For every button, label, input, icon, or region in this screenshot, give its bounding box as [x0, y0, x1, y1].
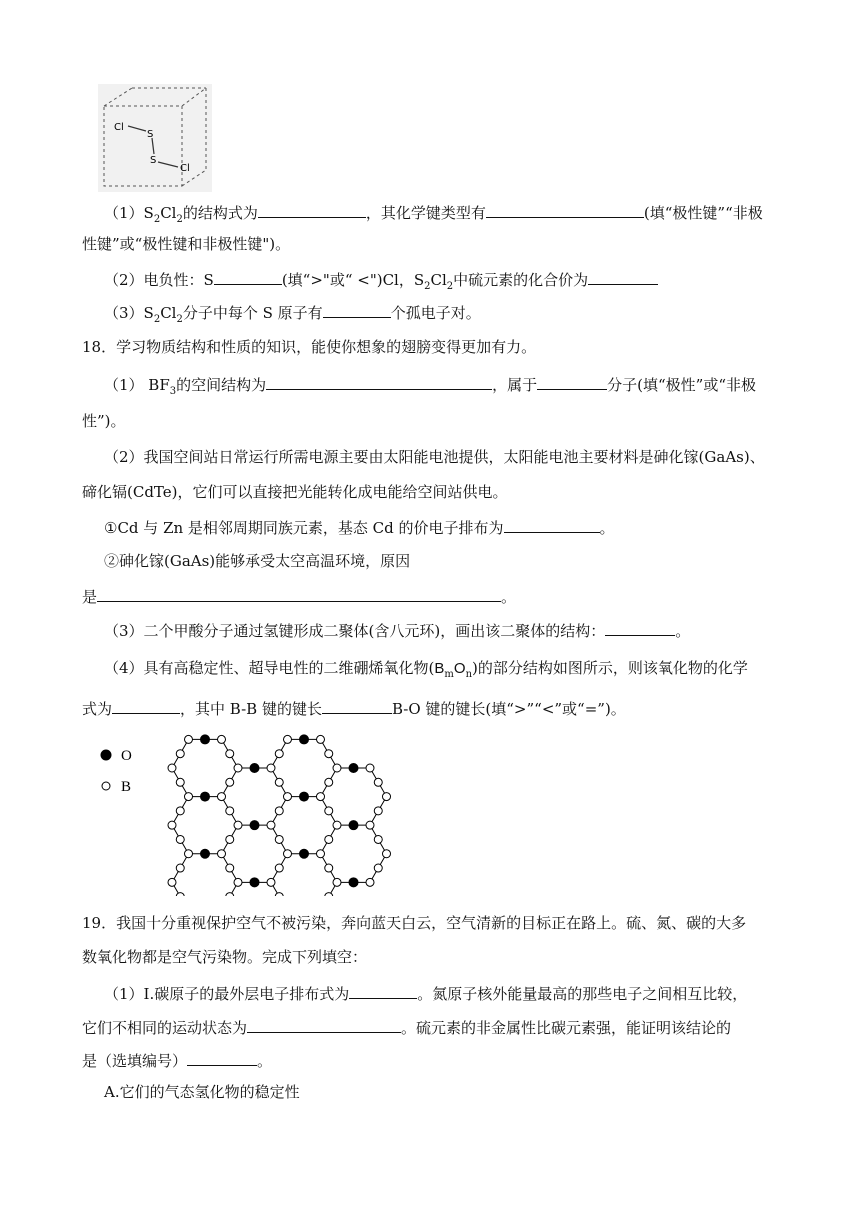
answer-blank[interactable]	[605, 619, 675, 636]
answer-blank[interactable]	[537, 373, 607, 390]
answer-blank[interactable]	[588, 268, 658, 285]
b-atom	[366, 878, 374, 886]
q19-line2: 数氧化物都是空气污染物。完成下列填空：	[82, 948, 368, 966]
b-atom	[284, 850, 292, 858]
s-label-top: S	[147, 129, 154, 140]
q18-part3: （3）二个甲酸分子通过氢键形成二聚体(含八元环)，画出该二聚体的结构： 。	[104, 619, 690, 642]
answer-blank[interactable]	[323, 301, 391, 318]
b-atom	[284, 735, 292, 743]
o-atom	[299, 849, 309, 859]
b-atom	[333, 764, 341, 772]
o-atom	[349, 763, 359, 773]
answer-blank[interactable]	[112, 697, 180, 714]
b-atom	[333, 821, 341, 829]
b-atom	[176, 807, 184, 815]
b-atom	[218, 735, 226, 743]
b-atom	[226, 835, 234, 843]
q19-part1-line3: 是（选填编号） 。	[82, 1049, 272, 1072]
answer-blank[interactable]	[349, 982, 417, 999]
cl-label-bottom: Cl	[180, 163, 190, 174]
b-atom	[168, 878, 176, 886]
q17-part1-line1: $(1)S_2Cl_2$的结构式为 ，其化学键类型有 (填“极性键”“非极	[104, 201, 763, 231]
b-atom	[226, 893, 234, 896]
answer-blank[interactable]	[266, 373, 492, 390]
b-atom	[185, 850, 193, 858]
q18-part2-sub2: ②砷化镓(GaAs)能够承受太空高温环境，原因	[104, 552, 411, 570]
legend-b-label: B	[121, 779, 132, 795]
o-atom	[200, 734, 210, 744]
b-atom	[275, 778, 283, 786]
b-atom	[275, 893, 283, 896]
q18-part4-line2: 式为 ，其中 B-B 键的键长 B-O 键的键长(填“>”“<”或“=”)。	[82, 697, 626, 720]
o-atom	[250, 820, 260, 830]
b-atom	[325, 835, 333, 843]
q18-part2-sub2-line2: 是 。	[82, 585, 516, 608]
b-atom	[317, 735, 325, 743]
legend-o-dot	[101, 750, 111, 760]
s2cl2-structure-figure	[98, 84, 212, 192]
q18-title: 18．学习物质结构和性质的知识，能使你想象的翅膀变得更加有力。	[82, 338, 537, 356]
b-atom	[275, 864, 283, 872]
b-atom	[333, 878, 341, 886]
b-atom	[176, 864, 184, 872]
b-atom	[383, 793, 391, 801]
b-atom	[317, 850, 325, 858]
s-label-bottom: S	[150, 155, 157, 166]
b-atom	[275, 835, 283, 843]
b-atom	[317, 793, 325, 801]
b-atom	[185, 793, 193, 801]
b-atom	[226, 864, 234, 872]
b-atom	[366, 821, 374, 829]
b-atom	[267, 764, 275, 772]
b-atom	[226, 778, 234, 786]
b-atom	[325, 750, 333, 758]
b-atom	[176, 778, 184, 786]
b-atom	[226, 807, 234, 815]
b-atom	[374, 778, 382, 786]
boron-oxide-lattice-figure	[96, 728, 392, 896]
b-atom	[234, 764, 242, 772]
q17-part1-line2: 性键”或“极性键和非极性键")。	[82, 235, 291, 253]
answer-blank[interactable]	[486, 201, 644, 218]
q19-line1: 19．我国十分重视保护空气不被污染，奔向蓝天白云，空气清新的目标正在路上。硫、氮、碳的大多	[82, 914, 747, 932]
answer-blank[interactable]	[504, 516, 600, 533]
cl-label-top: Cl	[114, 122, 124, 133]
legend-o-label: O	[121, 748, 132, 764]
q18-part1-line2: 性”)。	[82, 412, 126, 430]
q18-part2-line2: 碲化镉(CdTe)，它们可以直接把光能转化成电能给空间站供电。	[82, 483, 508, 501]
q18-part2-sub1: ①Cd 与 Zn 是相邻周期同族元素，基态 Cd 的价电子排布为 。	[104, 516, 615, 539]
b-atom	[267, 878, 275, 886]
b-atom	[234, 821, 242, 829]
o-atom	[299, 792, 309, 802]
q19-part1-line2: 它们不相同的运动状态为 。硫元素的非金属性比碳元素强，能证明该结论的	[82, 1016, 731, 1039]
b-atom	[218, 793, 226, 801]
b-atom	[366, 764, 374, 772]
o-atom	[200, 792, 210, 802]
o-atom	[250, 877, 260, 887]
b-atom	[325, 864, 333, 872]
b-atom	[275, 807, 283, 815]
b-atom	[176, 750, 184, 758]
o-atom	[200, 849, 210, 859]
answer-blank[interactable]	[187, 1049, 257, 1066]
b-atom	[176, 893, 184, 896]
b-atom	[374, 864, 382, 872]
b-atom	[374, 835, 382, 843]
b-atom	[168, 821, 176, 829]
answer-blank[interactable]	[322, 697, 392, 714]
q19-option-a: A.它们的气态氢化物的稳定性	[104, 1083, 300, 1101]
b-atom	[325, 807, 333, 815]
q17-part3: $(3)S_2Cl_2$分子中每个 S 原子有 个孤电子对。	[104, 301, 481, 331]
b-atom	[383, 850, 391, 858]
b-atom	[218, 850, 226, 858]
q18-part4-line1: （4）具有高稳定性、超导电性的二维硼烯氧化物$(B_mO_n)$的部分结构如图所示，则该氧化物的化学	[104, 659, 748, 680]
o-atom	[349, 820, 359, 830]
q18-part2-line1: （2）我国空间站日常运行所需电源主要由太阳能电池提供，太阳能电池主要材料是砷化镓(GaAs)、	[104, 448, 765, 466]
b-atom	[374, 807, 382, 815]
b-atom	[325, 778, 333, 786]
b-atom	[275, 750, 283, 758]
legend-b-dot	[102, 782, 110, 790]
q17-part2: （2）电负性：S (填“>"或“ <")Cl，$S_2Cl_2$中硫元素的化合价为	[104, 268, 658, 298]
q18-part1-line1: （1） $BF_3$的空间结构为 ，属于 分子(填“极性”或“非极	[104, 373, 756, 403]
b-atom	[325, 893, 333, 896]
answer-blank[interactable]	[258, 201, 366, 218]
b-atom	[267, 821, 275, 829]
b-atom	[168, 764, 176, 772]
o-atom	[299, 734, 309, 744]
answer-blank[interactable]	[247, 1016, 401, 1033]
q19-part1-line1: （1）I.碳原子的最外层电子排布式为 。氮原子核外能量最高的那些电子之间相互比较，	[104, 982, 747, 1005]
b-atom	[284, 793, 292, 801]
b-atom	[226, 750, 234, 758]
b-atom	[234, 878, 242, 886]
answer-blank[interactable]	[214, 268, 282, 285]
o-atom	[250, 763, 260, 773]
b-atom	[176, 835, 184, 843]
lattice	[168, 734, 391, 896]
answer-blank[interactable]	[97, 585, 501, 602]
b-atom	[185, 735, 193, 743]
o-atom	[349, 877, 359, 887]
